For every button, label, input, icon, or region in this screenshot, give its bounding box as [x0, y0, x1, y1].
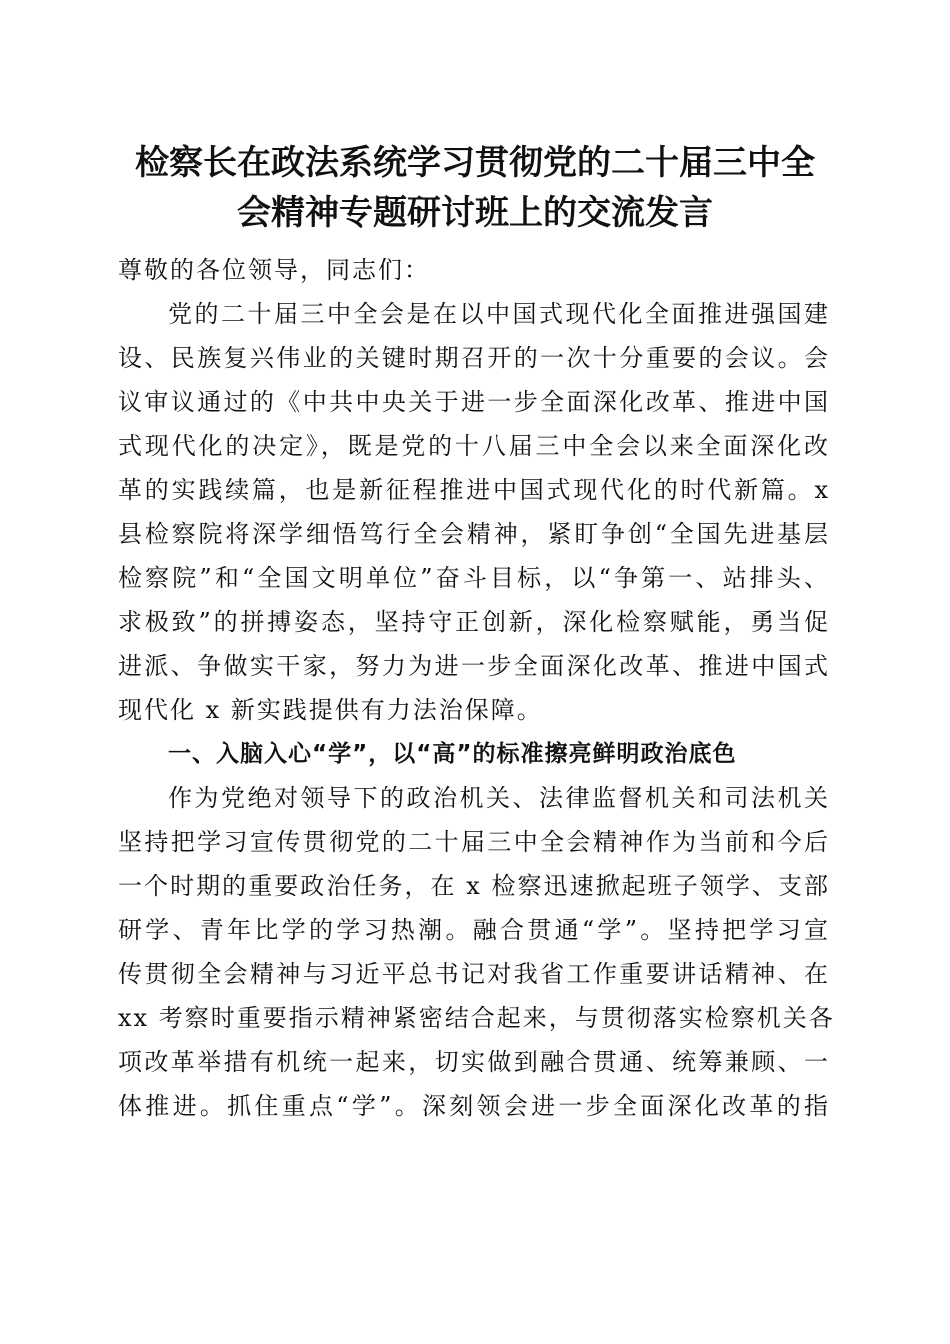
paragraph-2-line: xx 考察时重要指示精神紧密结合起来，与贯彻落实检察机关各	[118, 1004, 835, 1032]
paragraph-1-line: 县检察院将深学细悟笃行全会精神，紧盯争创“全国先进基层	[118, 520, 830, 548]
paragraph-2-line: 项改革举措有机统一起来，切实做到融合贯通、统筹兼顾、一	[118, 1048, 830, 1076]
paragraph-2-line: 体推进。抓住重点“学”。深刻领会进一步全面深化改革的指	[118, 1092, 830, 1120]
paragraph-2-line: 坚持把学习宣传贯彻党的二十届三中全会精神作为当前和今后	[118, 828, 830, 856]
paragraph-1-line: 革的实践续篇，也是新征程推进中国式现代化的时代新篇。x	[118, 476, 830, 504]
paragraph-1-line: 党的二十届三中全会是在以中国式现代化全面推进强国建	[168, 300, 830, 328]
paragraph-1-line: 设、民族复兴伟业的关键时期召开的一次十分重要的会议。会	[118, 344, 830, 372]
paragraph-2-line: 一个时期的重要政治任务，在 x 检察迅速掀起班子领学、支部	[118, 872, 830, 900]
title-line-2: 会精神专题研讨班上的交流发言	[237, 193, 713, 233]
paragraph-1-line: 求极致”的拼搏姿态，坚持守正创新，深化检察赋能，勇当促	[118, 608, 830, 636]
paragraph-1-line: 检察院”和“全国文明单位”奋斗目标，以“争第一、站排头、	[118, 564, 830, 592]
document-body	[118, 248, 835, 1128]
paragraph-2-line: 传贯彻全会精神与习近平总书记对我省工作重要讲话精神、在	[118, 960, 830, 988]
paragraph-1-line: 议审议通过的《中共中央关于进一步全面深化改革、推进中国	[118, 388, 830, 416]
paragraph-1-line: 进派、争做实干家，努力为进一步全面深化改革、推进中国式	[118, 652, 830, 680]
title-line-1: 检察长在政法系统学习贯彻党的二十届三中全	[135, 143, 815, 183]
section-1-heading: 一、入脑入心“学”，以“高”的标准擦亮鲜明政治底色	[168, 741, 737, 767]
paragraph-2-line: 研学、青年比学的学习热潮。融合贯通“学”。坚持把学习宣	[118, 916, 830, 944]
paragraph-2-line: 作为党绝对领导下的政治机关、法律监督机关和司法机关	[168, 784, 830, 812]
paragraph-1-line: 现代化 x 新实践提供有力法治保障。	[118, 696, 543, 724]
salutation: 尊敬的各位领导，同志们：	[118, 256, 430, 284]
paragraph-1-line: 式现代化的决定》，既是党的十八届三中全会以来全面深化改	[118, 432, 830, 460]
document-title	[100, 138, 850, 238]
